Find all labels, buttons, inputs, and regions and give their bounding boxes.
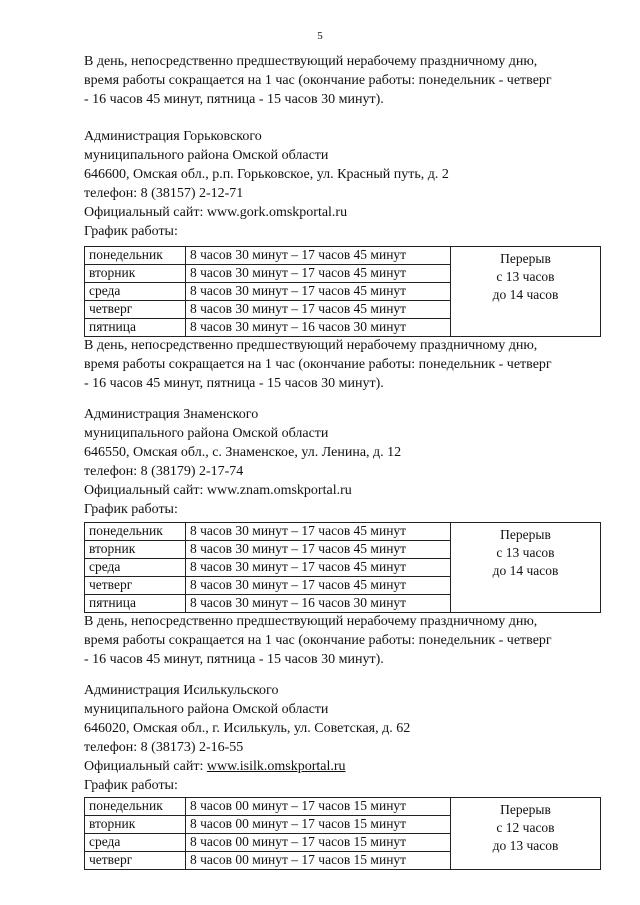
break-to: до 14 часов	[492, 287, 559, 302]
admin-address: 646020, Омская обл., г. Исилькуль, ул. Советская, д. 62	[84, 721, 411, 736]
time-cell: 8 часов 30 минут – 17 часов 45 минут	[186, 523, 451, 541]
break-from: с 13 часов	[496, 269, 555, 284]
day-cell: четверг	[85, 301, 186, 319]
holiday-note-line: время работы сокращается на 1 час (окончание работы: понедельник - четверг	[84, 633, 552, 648]
admin-website: Официальный сайт: www.gork.omskportal.ru	[84, 205, 348, 220]
holiday-note	[84, 336, 601, 393]
time-cell: 8 часов 00 минут – 17 часов 15 минут	[186, 834, 451, 852]
time-cell: 8 часов 30 минут – 17 часов 45 минут	[186, 541, 451, 559]
admin-address: 646600, Омская обл., р.п. Горьковское, ул. Красный путь, д. 2	[84, 167, 449, 182]
admin-address: 646550, Омская обл., с. Знаменское, ул. Ленина, д. 12	[84, 445, 402, 460]
break-cell	[451, 523, 601, 613]
admin-contact-block	[84, 681, 601, 795]
schedule-label: График работы:	[84, 778, 178, 793]
day-cell: вторник	[85, 541, 186, 559]
day-cell: вторник	[85, 816, 186, 834]
holiday-note-line: - 16 часов 45 минут, пятница - 15 часов 30 минут).	[84, 92, 384, 107]
break-cell	[451, 798, 601, 870]
schedule-label: График работы:	[84, 502, 178, 517]
holiday-note	[84, 612, 601, 669]
day-cell: среда	[85, 834, 186, 852]
admin-website: Официальный сайт: www.isilk.omskportal.ru	[84, 759, 346, 774]
break-to: до 14 часов	[492, 563, 559, 578]
break-from: с 12 часов	[496, 820, 555, 835]
admin-name-line2: муниципального района Омской области	[84, 148, 329, 163]
time-cell: 8 часов 30 минут – 17 часов 45 минут	[186, 247, 451, 265]
time-cell: 8 часов 30 минут – 16 часов 30 минут	[186, 319, 451, 337]
day-cell: вторник	[85, 265, 186, 283]
admin-name: Администрация Знаменского	[84, 407, 259, 422]
holiday-note-line: В день, непосредственно предшествующий нерабочему праздничному дню,	[84, 54, 538, 69]
time-cell: 8 часов 00 минут – 17 часов 15 минут	[186, 816, 451, 834]
day-cell: понедельник	[85, 247, 186, 265]
day-cell: среда	[85, 283, 186, 301]
break-from: с 13 часов	[496, 545, 555, 560]
time-cell: 8 часов 30 минут – 17 часов 45 минут	[186, 301, 451, 319]
admin-contact-block	[84, 127, 601, 241]
holiday-note-line: время работы сокращается на 1 час (окончание работы: понедельник - четверг	[84, 357, 552, 372]
schedule-table	[84, 522, 601, 613]
break-title: Перерыв	[500, 251, 551, 266]
time-cell: 8 часов 30 минут – 17 часов 45 минут	[186, 559, 451, 577]
day-cell: среда	[85, 559, 186, 577]
break-title: Перерыв	[500, 802, 551, 817]
break-cell	[451, 247, 601, 337]
time-cell: 8 часов 30 минут – 17 часов 45 минут	[186, 577, 451, 595]
holiday-note-line: - 16 часов 45 минут, пятница - 15 часов 30 минут).	[84, 652, 384, 667]
day-cell: пятница	[85, 595, 186, 613]
day-cell: понедельник	[85, 523, 186, 541]
time-cell: 8 часов 30 минут – 17 часов 45 минут	[186, 265, 451, 283]
time-cell: 8 часов 30 минут – 17 часов 45 минут	[186, 283, 451, 301]
website-link[interactable]: www.znam.omskportal.ru	[206, 483, 352, 498]
day-cell: четверг	[85, 577, 186, 595]
admin-phone: телефон: 8 (38173) 2-16-55	[84, 740, 244, 755]
admin-name-line2: муниципального района Омской области	[84, 426, 329, 441]
holiday-note-line: время работы сокращается на 1 час (окончание работы: понедельник - четверг	[84, 73, 552, 88]
time-cell: 8 часов 00 минут – 17 часов 15 минут	[186, 798, 451, 816]
day-cell: понедельник	[85, 798, 186, 816]
admin-website: Официальный сайт: www.znam.omskportal.ru	[84, 483, 352, 498]
website-link[interactable]: www.isilk.omskportal.ru	[206, 759, 346, 774]
day-cell: четверг	[85, 852, 186, 870]
admin-name: Администрация Горьковского	[84, 129, 262, 144]
holiday-note-line: В день, непосредственно предшествующий нерабочему праздничному дню,	[84, 614, 538, 629]
page-number: 5	[317, 30, 323, 42]
admin-name-line2: муниципального района Омской области	[84, 702, 329, 717]
time-cell: 8 часов 30 минут – 16 часов 30 минут	[186, 595, 451, 613]
holiday-note-line: В день, непосредственно предшествующий нерабочему праздничному дню,	[84, 338, 538, 353]
admin-phone: телефон: 8 (38157) 2-12-71	[84, 186, 244, 201]
table-row	[85, 798, 601, 816]
admin-contact-block	[84, 405, 601, 519]
break-title: Перерыв	[500, 527, 551, 542]
schedule-label: График работы:	[84, 224, 178, 239]
admin-name: Администрация Исилькульского	[84, 683, 279, 698]
schedule-table	[84, 797, 601, 870]
schedule-table	[84, 246, 601, 337]
day-cell: пятница	[85, 319, 186, 337]
holiday-note	[84, 52, 601, 109]
table-row	[85, 523, 601, 541]
time-cell: 8 часов 00 минут – 17 часов 15 минут	[186, 852, 451, 870]
break-to: до 13 часов	[492, 838, 559, 853]
table-row	[85, 247, 601, 265]
website-link[interactable]: www.gork.omskportal.ru	[206, 205, 348, 220]
holiday-note-line: - 16 часов 45 минут, пятница - 15 часов 30 минут).	[84, 376, 384, 391]
admin-phone: телефон: 8 (38179) 2-17-74	[84, 464, 244, 479]
